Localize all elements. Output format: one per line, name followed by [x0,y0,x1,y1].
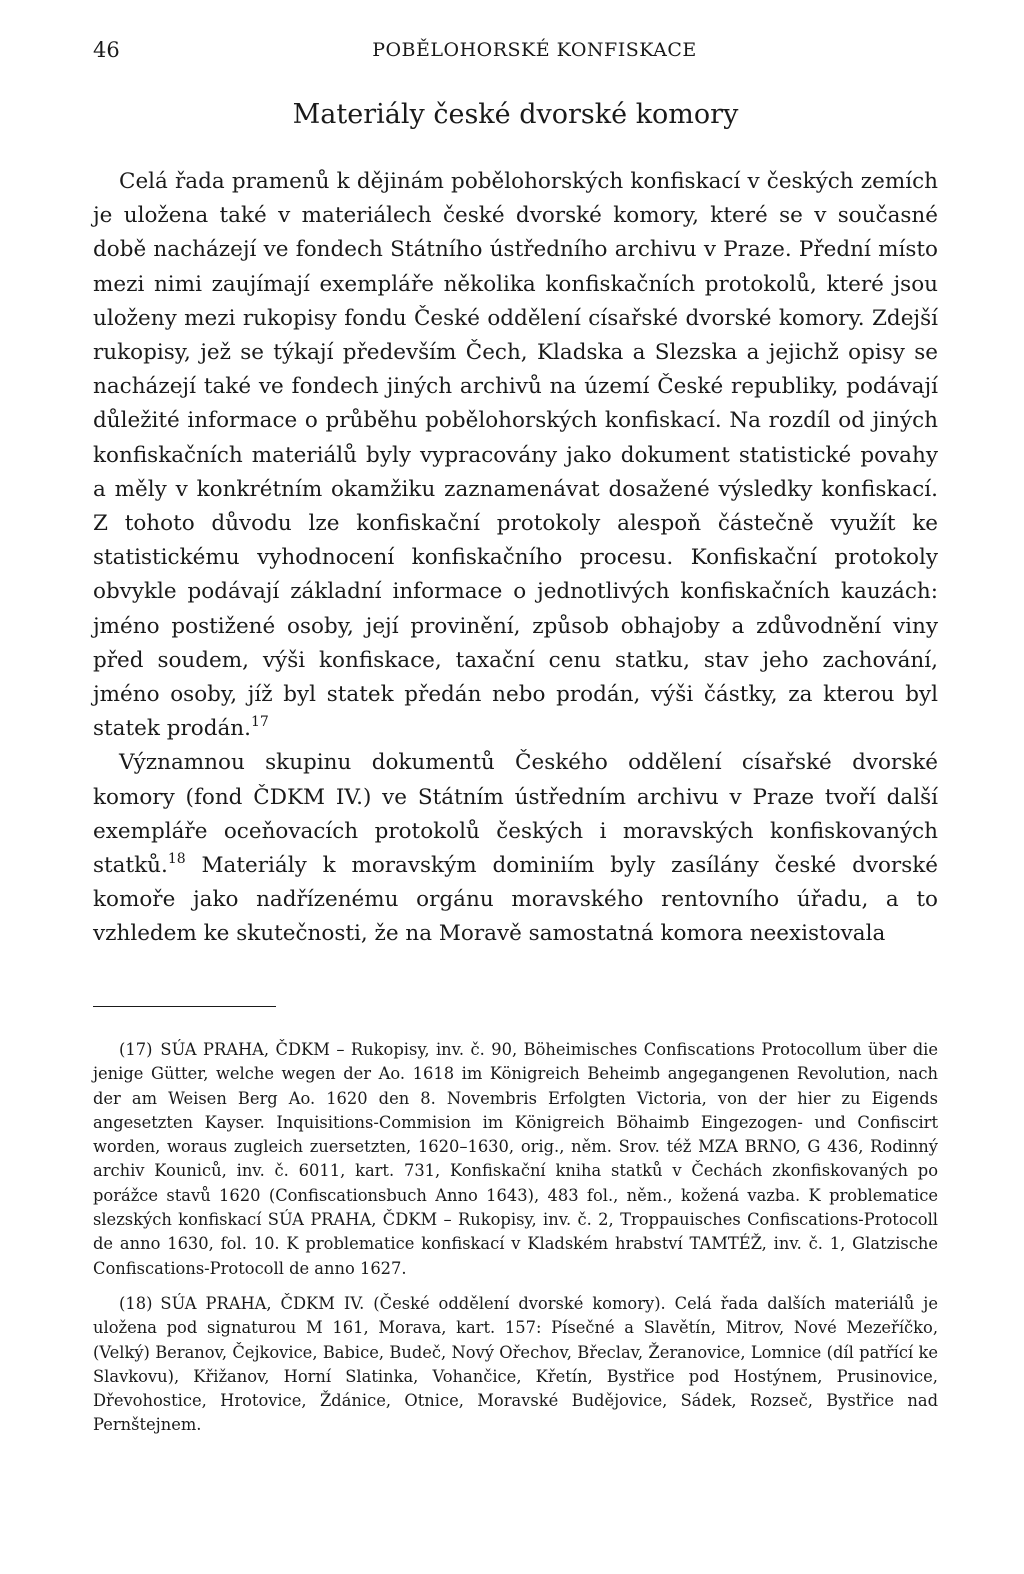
section-heading: Materiály české dvorské komory [292,99,739,130]
footnote [93,1038,938,1281]
paragraph-text: Celá řada pramenů k dějinám pobělohorských konfiskací v českých zemích je uložena také v materiálech české dvorské komory, které se v současné době nacházejí ve fondech Státního ústředního archivu v Praze. Přední místo mezi nimi zaujímají exempláře několika konfiskačních protokolů, které jsou uloženy mezi rukopisy fondu České oddělení císařské dvorské komory. Zdejší rukopisy, jež se týkají především Čech, Kladska a Slezska a jejichž opisy se nacházejí také ve fondech jiných archivů na území České republiky, podávají důležité informace o průběhu pobělohorských konfiskací. Na rozdíl od jiných konfiskačních materiálů byly vypracovány jako dokument statistické povahy a měly v konkrétním okamžiku zaznamenávat dosažené výsledky konfiskací. Z tohoto důvodu lze konfiskační protokoly alespoň částečně využít ke statistickému vyhodnocení konfiskačního procesu. Konfiskační protokoly obvykle podávají základní informace o jednotlivých konfiskačních kauzách: jméno postižené osoby, její provinění, způsob obhajoby a zdůvodnění viny před soudem, výši konfiskace, taxační cenu statku, stav jeho zachování, jméno osoby, jíž byl statek předán nebo prodán, výši částky, za kterou byl statek prodán. [93,169,938,742]
footnote [93,1292,938,1438]
footnote-reference: 17 [250,714,269,731]
footnote-reference: 18 [167,851,186,868]
footnote-separator [93,1006,276,1007]
paragraph-text: Materiály k moravským dominiím byly zasílány české dvorské komoře jako nadřízenému orgánu moravského rentovního úřadu, a to vzhledem ke skutečnosti, že na Moravě samostatná komora neexistovala [93,853,938,947]
main-text [93,165,938,952]
body-paragraph [93,746,938,951]
running-header [93,36,938,68]
running-title: POBĚLOHORSKÉ KONFISKACE [372,39,697,61]
body-paragraph [93,165,938,746]
page-number: 46 [93,38,120,62]
footnote-number: (18) [119,1293,153,1313]
footnote-text: SÚA PRAHA, ČDKM IV. (České oddělení dvorské komory). Celá řada dalších materiálů je uložena pod signaturou M 161, Morava, kart. 157: Písečné a Slavětín, Mitrov, Nové Mezeříčko, (Velký) Beranov, Čejkovice, Babice, Budeč, Nový Ořechov, Břeclav, Žeranovice, Lomnice (díl patřící ke Slavkovu), Křižanov, Horní Slatinka, Vohančice, Křetín, Bystřice pod Hostýnem, Prusinovice, Dřevohostice, Hrotovice, Ždánice, Otnice, Moravské Budějovice, Sádek, Rozseč, Bystřice nad Pernštejnem. [93,1293,938,1435]
footnotes [93,1038,938,1449]
paragraph-text: Významnou skupinu dokumentů Českého oddělení císařské dvorské komory (fond ČDKM IV.) ve Státním ústředním archivu v Praze tvoří další exempláře oceňovacích protokolů českých i moravských konfiskovaných statků. [93,750,938,879]
footnote-number: (17) [119,1040,153,1059]
footnote-text: SÚA PRAHA, ČDKM – Rukopisy, inv. č. 90, Böheimisches Confiscations Protocollum über die jenige Gütter, welche wegen der Ao. 1618 im Königreich Beheimb angegangenen Revolution, nach der am Weisen Berg Ao. 1620 den 8. Novembris Erfolgten Victoria, von der hier zu Eigends angesetzten Kayser. Inquisitions-Commision im Königreich Böhaimb Eingezogen- und Confiscirt worden, woraus zugleich zuersetzten, 1620–1630, orig., něm. Srov. též MZA BRNO, G 436, Rodinný archiv Kouniců, inv. č. 6011, kart. 731, Konfiskační kniha statků v Čechách zkonfiskovaných po porážce stavů 1620 (Confiscationsbuch Anno 1643), 483 fol., něm., kožená vazba. K problematice slezských konfiskací SÚA PRAHA, ČDKM – Rukopisy, inv. č. 2, Troppauisches Confiscations-Protocoll de anno 1630, fol. 10. K problematice konfiskací v Kladském hrabství TAMTÉŽ, inv. č. 1, Glatzische Confiscations-Protocoll de anno 1627. [93,1040,938,1278]
